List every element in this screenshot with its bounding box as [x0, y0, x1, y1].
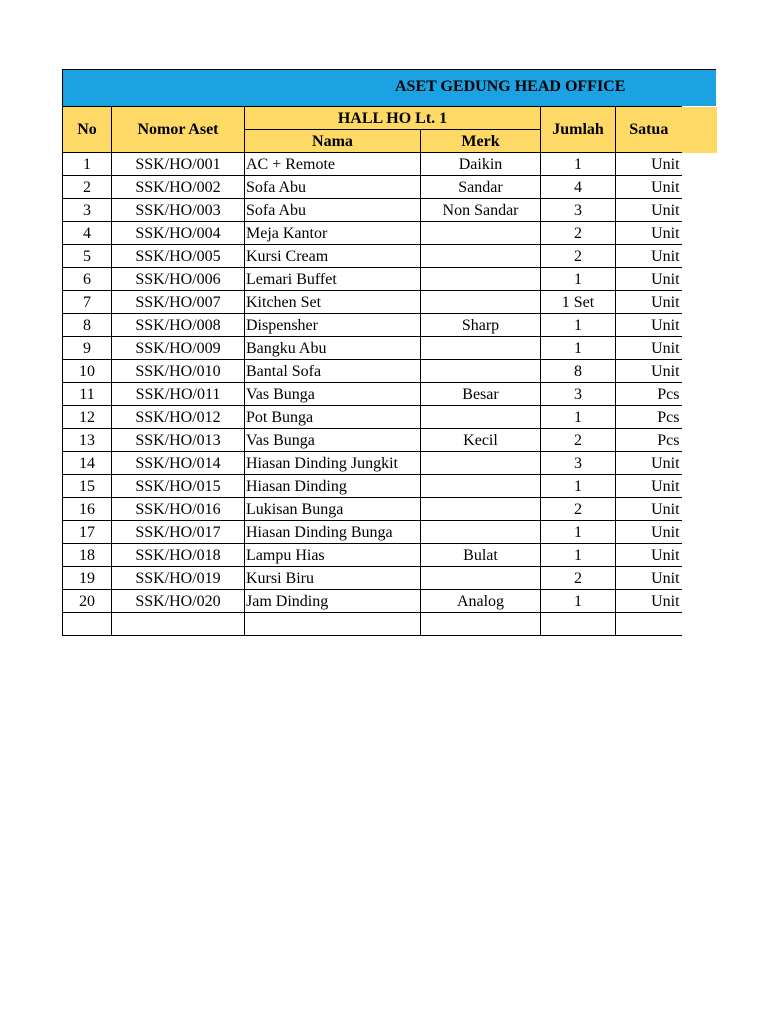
cell-jumlah[interactable]	[541, 613, 616, 636]
cell-nama[interactable]: Kursi Cream	[245, 245, 421, 268]
cell-merk[interactable]: Analog	[421, 590, 541, 613]
cell-satuan[interactable]: Unit	[616, 291, 682, 314]
cell-satuan[interactable]: Unit	[616, 475, 682, 498]
cell-jumlah[interactable]: 1	[541, 337, 616, 360]
cell-nama[interactable]: Lampu Hias	[245, 544, 421, 567]
cell-merk[interactable]: Besar	[421, 383, 541, 406]
cell-jumlah[interactable]: 2	[541, 429, 616, 452]
overflow-cell	[682, 383, 717, 406]
cell-satuan[interactable]: Unit	[616, 314, 682, 337]
header-group-hall: HALL HO Lt. 1	[245, 107, 541, 130]
cell-nomor-aset[interactable]: SSK/HO/005	[112, 245, 245, 268]
table-row	[63, 199, 717, 222]
table-row	[63, 429, 717, 452]
cell-jumlah[interactable]: 3	[541, 452, 616, 475]
table-row	[63, 613, 717, 636]
cell-nama[interactable]: Meja Kantor	[245, 222, 421, 245]
cell-satuan[interactable]: Unit	[616, 199, 682, 222]
overflow-cell	[682, 544, 717, 567]
cell-no[interactable]: 19	[63, 567, 112, 590]
overflow-cell	[682, 452, 717, 475]
overflow-cell	[682, 613, 717, 636]
cell-merk[interactable]	[421, 452, 541, 475]
cell-jumlah[interactable]: 2	[541, 222, 616, 245]
table-row	[63, 245, 717, 268]
cell-nomor-aset[interactable]	[112, 613, 245, 636]
cell-nama[interactable]: Vas Bunga	[245, 383, 421, 406]
cell-jumlah[interactable]: 1	[541, 153, 616, 176]
cell-no[interactable]: 3	[63, 199, 112, 222]
overflow-cell	[682, 590, 717, 613]
cell-jumlah[interactable]: 1	[541, 475, 616, 498]
cell-nomor-aset[interactable]: SSK/HO/012	[112, 406, 245, 429]
cell-nomor-aset[interactable]: SSK/HO/019	[112, 567, 245, 590]
table-row	[63, 153, 717, 176]
header-jumlah: Jumlah	[541, 107, 616, 153]
cell-nama[interactable]: Sofa Abu	[245, 199, 421, 222]
cell-nama[interactable]: AC + Remote	[245, 153, 421, 176]
cell-satuan[interactable]	[616, 613, 682, 636]
cell-nama[interactable]: Pot Bunga	[245, 406, 421, 429]
cell-jumlah[interactable]: 1	[541, 590, 616, 613]
header-merk: Merk	[421, 130, 541, 153]
cell-no[interactable]: 6	[63, 268, 112, 291]
cell-no[interactable]: 18	[63, 544, 112, 567]
cell-nomor-aset[interactable]: SSK/HO/020	[112, 590, 245, 613]
cell-no[interactable]	[63, 613, 112, 636]
cell-merk[interactable]	[421, 245, 541, 268]
overflow-cell	[682, 222, 717, 245]
cell-satuan[interactable]: Unit	[616, 337, 682, 360]
cell-nama[interactable]: Dispensher	[245, 314, 421, 337]
cell-satuan[interactable]: Unit	[616, 245, 682, 268]
overflow-cell	[682, 314, 717, 337]
header-overflow	[682, 107, 717, 153]
cell-jumlah[interactable]: 8	[541, 360, 616, 383]
overflow-cell	[682, 153, 717, 176]
cell-nomor-aset[interactable]: SSK/HO/015	[112, 475, 245, 498]
cell-nama[interactable]: Kitchen Set	[245, 291, 421, 314]
cell-merk[interactable]: Sandar	[421, 176, 541, 199]
cell-merk[interactable]	[421, 567, 541, 590]
cell-no[interactable]: 4	[63, 222, 112, 245]
table-row	[63, 383, 717, 406]
cell-jumlah[interactable]: 1	[541, 406, 616, 429]
cell-satuan[interactable]: Unit	[616, 521, 682, 544]
overflow-cell	[682, 291, 717, 314]
cell-nomor-aset[interactable]: SSK/HO/010	[112, 360, 245, 383]
cell-jumlah[interactable]: 3	[541, 383, 616, 406]
cell-merk[interactable]	[421, 222, 541, 245]
sheet-title: ASET GEDUNG HEAD OFFICE	[395, 78, 626, 95]
cell-nama[interactable]: Vas Bunga	[245, 429, 421, 452]
cell-no[interactable]: 8	[63, 314, 112, 337]
header-nama: Nama	[245, 130, 421, 153]
cell-no[interactable]: 5	[63, 245, 112, 268]
cell-jumlah[interactable]: 1	[541, 268, 616, 291]
overflow-cell	[682, 567, 717, 590]
cell-no[interactable]: 10	[63, 360, 112, 383]
cell-no[interactable]: 17	[63, 521, 112, 544]
cell-merk[interactable]: Bulat	[421, 544, 541, 567]
cell-satuan[interactable]: Unit	[616, 567, 682, 590]
cell-no[interactable]: 7	[63, 291, 112, 314]
cell-nomor-aset[interactable]: SSK/HO/001	[112, 153, 245, 176]
table-row	[63, 498, 717, 521]
overflow-cell	[682, 429, 717, 452]
cell-satuan[interactable]: Unit	[616, 176, 682, 199]
cell-no[interactable]: 9	[63, 337, 112, 360]
header-row-1	[63, 107, 717, 130]
cell-satuan[interactable]: Unit	[616, 153, 682, 176]
header-nomor-aset: Nomor Aset	[112, 107, 245, 153]
cell-merk[interactable]: Kecil	[421, 429, 541, 452]
cell-nama[interactable]: Bangku Abu	[245, 337, 421, 360]
cell-nama[interactable]: Hiasan Dinding Bunga	[245, 521, 421, 544]
asset-table	[62, 106, 717, 636]
table-row	[63, 544, 717, 567]
cell-nomor-aset[interactable]: SSK/HO/017	[112, 521, 245, 544]
cell-nomor-aset[interactable]: SSK/HO/016	[112, 498, 245, 521]
cell-merk[interactable]	[421, 406, 541, 429]
cell-satuan[interactable]: Pcs	[616, 406, 682, 429]
cell-nomor-aset[interactable]: SSK/HO/003	[112, 199, 245, 222]
table-row	[63, 337, 717, 360]
cell-jumlah[interactable]: 2	[541, 567, 616, 590]
overflow-cell	[682, 475, 717, 498]
cell-nama[interactable]: Hiasan Dinding Jungkit	[245, 452, 421, 475]
cell-no[interactable]: 15	[63, 475, 112, 498]
overflow-cell	[682, 268, 717, 291]
cell-merk[interactable]: Sharp	[421, 314, 541, 337]
cell-jumlah[interactable]: 1	[541, 521, 616, 544]
cell-nomor-aset[interactable]: SSK/HO/004	[112, 222, 245, 245]
cell-satuan[interactable]: Unit	[616, 544, 682, 567]
cell-nomor-aset[interactable]: SSK/HO/002	[112, 176, 245, 199]
cell-nomor-aset[interactable]: SSK/HO/018	[112, 544, 245, 567]
cell-merk[interactable]	[421, 498, 541, 521]
table-row	[63, 314, 717, 337]
cell-nama[interactable]: Hiasan Dinding	[245, 475, 421, 498]
overflow-cell	[682, 406, 717, 429]
table-row	[63, 452, 717, 475]
table-row	[63, 406, 717, 429]
table-row	[63, 360, 717, 383]
cell-merk[interactable]: Daikin	[421, 153, 541, 176]
cell-satuan[interactable]: Unit	[616, 268, 682, 291]
cell-jumlah[interactable]: 2	[541, 245, 616, 268]
cell-satuan[interactable]: Unit	[616, 590, 682, 613]
cell-jumlah[interactable]: 1	[541, 544, 616, 567]
cell-no[interactable]: 12	[63, 406, 112, 429]
table-row	[63, 567, 717, 590]
cell-no[interactable]: 1	[63, 153, 112, 176]
overflow-cell	[682, 521, 717, 544]
cell-jumlah[interactable]: 1 Set	[541, 291, 616, 314]
overflow-cell	[682, 245, 717, 268]
overflow-cell	[682, 176, 717, 199]
table-row	[63, 176, 717, 199]
cell-satuan[interactable]: Unit	[616, 498, 682, 521]
table-row	[63, 590, 717, 613]
cell-merk[interactable]	[421, 337, 541, 360]
cell-jumlah[interactable]: 4	[541, 176, 616, 199]
table-row	[63, 521, 717, 544]
cell-no[interactable]: 2	[63, 176, 112, 199]
cell-satuan[interactable]: Unit	[616, 452, 682, 475]
cell-nomor-aset[interactable]: SSK/HO/011	[112, 383, 245, 406]
cell-nama[interactable]: Bantal Sofa	[245, 360, 421, 383]
cell-nomor-aset[interactable]: SSK/HO/009	[112, 337, 245, 360]
cell-nama[interactable]: Jam Dinding	[245, 590, 421, 613]
cell-jumlah[interactable]: 1	[541, 314, 616, 337]
table-row	[63, 268, 717, 291]
header-satuan: Satua	[616, 107, 682, 153]
overflow-cell	[682, 498, 717, 521]
cell-merk[interactable]	[421, 613, 541, 636]
cell-merk[interactable]: Non Sandar	[421, 199, 541, 222]
cell-nama[interactable]: Sofa Abu	[245, 176, 421, 199]
table-row	[63, 222, 717, 245]
cell-merk[interactable]	[421, 360, 541, 383]
cell-jumlah[interactable]: 3	[541, 199, 616, 222]
cell-nomor-aset[interactable]: SSK/HO/013	[112, 429, 245, 452]
overflow-cell	[682, 337, 717, 360]
header-no: No	[63, 107, 112, 153]
cell-no[interactable]: 16	[63, 498, 112, 521]
cell-nama[interactable]: Lukisan Bunga	[245, 498, 421, 521]
cell-merk[interactable]	[421, 268, 541, 291]
cell-nomor-aset[interactable]: SSK/HO/014	[112, 452, 245, 475]
cell-nama[interactable]	[245, 613, 421, 636]
cell-satuan[interactable]: Unit	[616, 360, 682, 383]
cell-jumlah[interactable]: 2	[541, 498, 616, 521]
table-row	[63, 475, 717, 498]
cell-nama[interactable]: Kursi Biru	[245, 567, 421, 590]
cell-no[interactable]: 20	[63, 590, 112, 613]
cell-merk[interactable]	[421, 291, 541, 314]
cell-nomor-aset[interactable]: SSK/HO/007	[112, 291, 245, 314]
cell-nomor-aset[interactable]: SSK/HO/008	[112, 314, 245, 337]
cell-nama[interactable]: Lemari Buffet	[245, 268, 421, 291]
cell-merk[interactable]	[421, 521, 541, 544]
title-bar	[62, 69, 716, 106]
cell-satuan[interactable]: Unit	[616, 222, 682, 245]
overflow-cell	[682, 360, 717, 383]
cell-no[interactable]: 14	[63, 452, 112, 475]
cell-no[interactable]: 13	[63, 429, 112, 452]
cell-satuan[interactable]: Pcs	[616, 429, 682, 452]
cell-satuan[interactable]: Pcs	[616, 383, 682, 406]
overflow-cell	[682, 199, 717, 222]
cell-merk[interactable]	[421, 475, 541, 498]
table-row	[63, 291, 717, 314]
cell-nomor-aset[interactable]: SSK/HO/006	[112, 268, 245, 291]
cell-no[interactable]: 11	[63, 383, 112, 406]
